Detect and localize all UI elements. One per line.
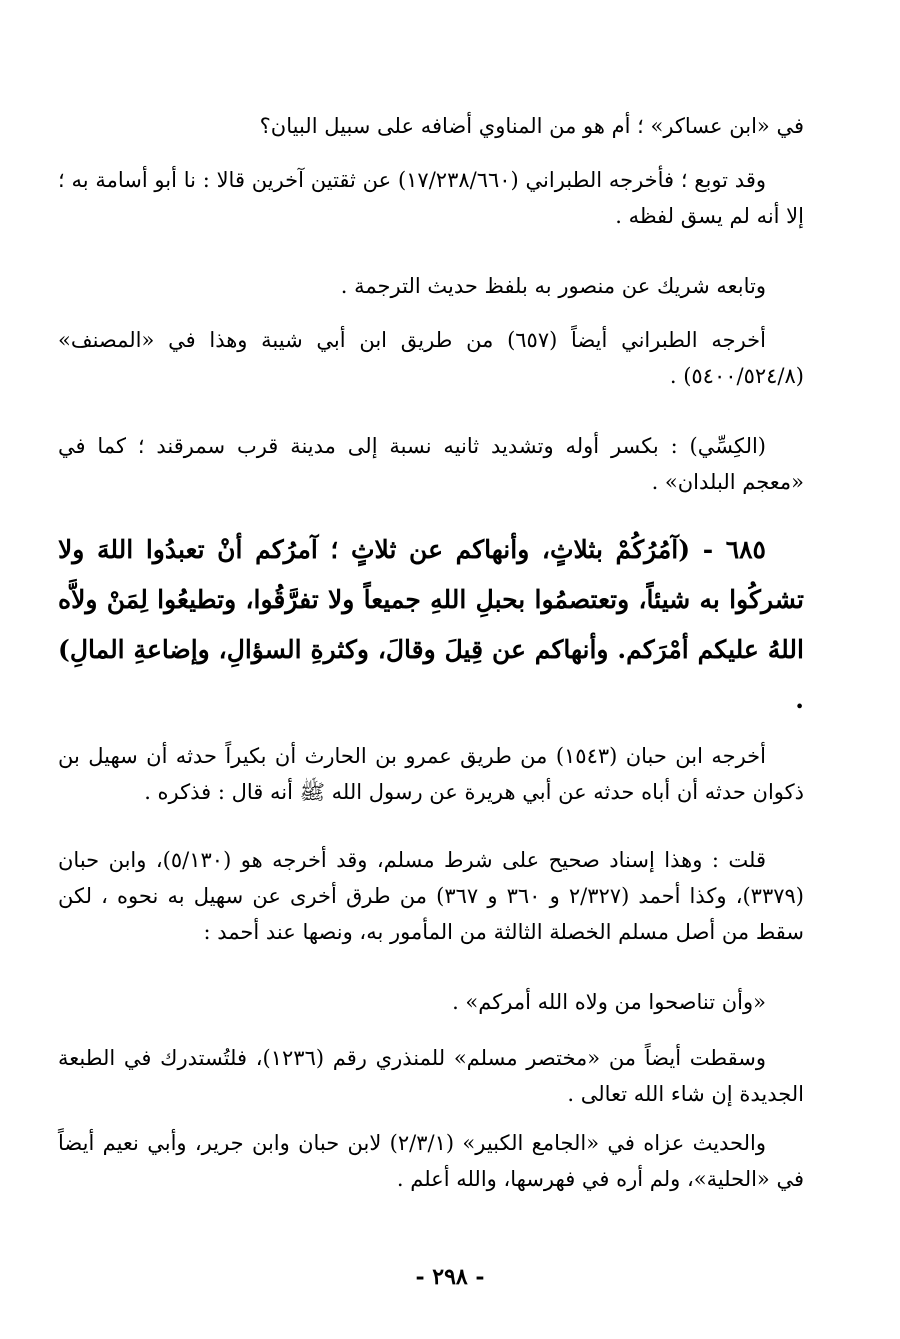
page-number: - ٢٩٨ -	[415, 1264, 485, 1290]
paragraph-ahmad-wording: «وأن تناصحوا من ولاه الله أمركم» .	[452, 990, 766, 1014]
paragraph-author-comment: قلت : وهذا إسناد صحيح على شرط مسلم، وقد أخرجه هو (٥/١٣٠)، وابن حبان (٣٣٧٩)، وكذا أحمد (٢/٣٢٧ و ٣٦٠ و ٣٦٧) من طرق أخرى عن سهيل به نحوه ، لكن سقط من أصل مسلم الخصلة الثالثة من المأمور به، ونصها عند أحمد :	[58, 848, 804, 944]
paragraph-ibn-abi-shaybah: أخرجه الطبراني أيضاً (٦٥٧) من طريق ابن أبي شيبة وهذا في «المصنف» (٥٤٠٠/٥٢٤/٨) .	[58, 328, 804, 388]
paragraph-mukhtasar-muslim: وسقطت أيضاً من «مختصر مسلم» للمنذري رقم (١٢٣٦)، فلتُستدرك في الطبعة الجديدة إن شاء الله تعالى .	[58, 1046, 804, 1106]
paragraph-sharik-follow-up: وتابعه شريك عن منصور به بلفظ حديث الترجمة .	[340, 274, 766, 298]
paragraph-ibn-asakir-question: في «ابن عساكر» ؛ أم هو من المناوي أضافه على سبيل البيان؟	[259, 114, 804, 138]
paragraph-jami-kabir: والحديث عزاه في «الجامع الكبير» (٢/٣/١) لابن حبان وابن جرير، وأبي نعيم أيضاً في «الحلية»، ولم أره في فهرسها، والله أعلم .	[58, 1131, 804, 1191]
paragraph-ibn-hibban-takhrij: أخرجه ابن حبان (١٥٤٣) من طريق عمرو بن الحارث أن بكيراً حدثه أن سهيل بن ذكوان حدثه أن أباه حدثه عن أبي هريرة عن رسول الله ﷺ أنه قال : فذكره .	[58, 744, 804, 804]
paragraph-tabarani-follow-up: وقد توبع ؛ فأخرجه الطبراني (١٧/٢٣٨/٦٦٠) عن ثقتين آخرين قالا : نا أبو أسامة به ؛ إلا أنه لم يسق لفظه .	[58, 168, 804, 228]
hadith-685-text: ٦٨٥ - (آمُرُكُمْ بثلاثٍ، وأنهاكم عن ثلاثٍ ؛ آمرُكم أنْ تعبدُوا اللهَ ولا تشركُوا به شيئاً، وتعتصمُوا بحبلِ اللهِ جميعاً ولا تفرَّقُوا، وتطيعُوا لِمَنْ ولاَّه اللهُ عليكم أمْرَكم. وأنهاكم عن قِيلَ وقالَ، وكثرةِ السؤالِ، وإضاعةِ المالِ) .	[58, 535, 804, 714]
paragraph-kissi-note: (الكِسِّي) : بكسر أوله وتشديد ثانيه نسبة إلى مدينة قرب سمرقند ؛ كما في «معجم البلدان» .	[58, 434, 804, 494]
